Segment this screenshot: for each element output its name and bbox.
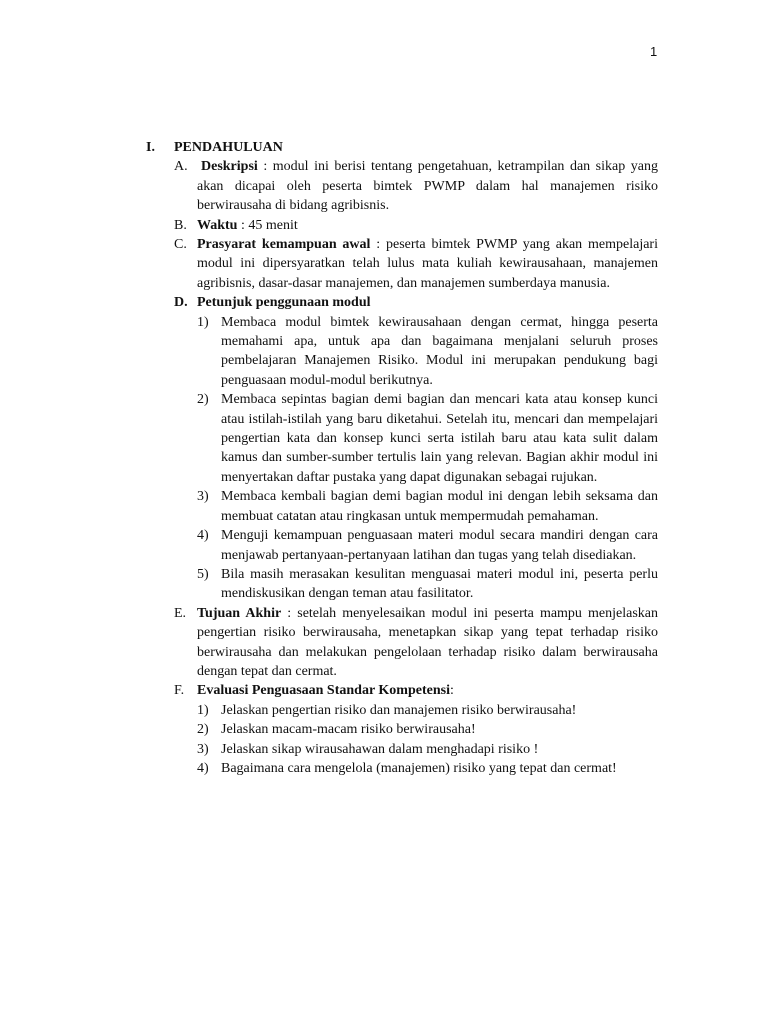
list-item-number: 2) [197, 722, 209, 738]
section-f-label: Evaluasi Penguasaan Standar Kompetensi [197, 683, 450, 699]
list-item-number: 3) [197, 489, 209, 505]
list-item-text: Membaca kembali bagian demi bagian modul ini dengan lebih seksama dan membuat catatan atau ringkasan untuk mempermudah pemahaman. [221, 489, 658, 524]
list-item-number: 3) [197, 741, 209, 757]
list-item-text: Bila masih merasakan kesulitan menguasai materi modul ini, peserta perlu mendiskusikan dengan teman atau fasilitator. [221, 566, 658, 602]
list-item [0, 759, 768, 778]
section-a-label: Deskripsi [201, 159, 258, 175]
section-c-text [197, 235, 658, 293]
list-item-number: 4) [197, 528, 209, 544]
chapter-title: PENDAHULUAN [174, 140, 283, 155]
list-item [0, 740, 768, 759]
list-item-number: 5) [197, 566, 209, 582]
section-d-label: Petunjuk penggunaan modul [197, 295, 371, 311]
list-item-text: Jelaskan macam-macam risiko berwirausaha! [221, 722, 476, 738]
list-item-text: Membaca sepintas bagian demi bagian dan mencari kata atau konsep kunci atau istilah-istilah yang baru diketahui. Setelah itu, mencari dan mempelajari pengertian kata dan konsep kunci serta istilah baru atau kata sulit dalam kamus dan sumber-sumber tertulis lain yang relevan. Bagian akhir modul ini menyertakan daftar pustaka yang dapat digunakan sebagai rujukan. [221, 392, 658, 485]
list-item [0, 565, 768, 604]
section-b [0, 216, 768, 235]
list-item [0, 487, 768, 526]
section-letter: A. [174, 159, 188, 175]
list-item [0, 390, 768, 487]
section-a-text [197, 157, 658, 215]
section-b-label: Waktu [197, 217, 238, 233]
section-b-text [197, 216, 658, 235]
section-e-text [197, 604, 658, 682]
list-item [0, 526, 768, 565]
section-c-label: Prasyarat kemampuan awal [197, 237, 371, 253]
list-item-number: 1) [197, 702, 209, 718]
chapter-number: I. [146, 140, 155, 155]
section-c-body: : peserta bimtek PWMP yang akan mempelajari modul ini dipersyaratkan telah lulus mata kuliah kewirausahaan, manajemen agribisnis, dasar-dasar manajemen, dan manajemen sumberdaya manusia. [197, 237, 658, 291]
list-item-text: Jelaskan pengertian risiko dan manajemen risiko berwirausaha! [221, 702, 577, 718]
section-f [0, 681, 768, 700]
section-f-suffix: : [449, 683, 454, 699]
list-item [0, 313, 768, 391]
chapter-heading [0, 138, 768, 157]
list-item-text: Bagaimana cara mengelola (manajemen) risiko yang tepat dan cermat! [221, 760, 617, 776]
list-item-text: Membaca modul bimtek kewirausahaan dengan cermat, hingga peserta memahami apa, untuk apa dan bagaimana menjalani seluruh proses pembelajaran Manajemen Risiko. Modul ini merupakan pendukung bagi penguasaan modul-modul berikutnya. [221, 314, 658, 388]
list-item-text: Jelaskan sikap wirausahawan dalam menghadapi risiko ! [221, 741, 539, 757]
list-item [0, 720, 768, 739]
section-f-title [197, 681, 658, 700]
list-item-number: 1) [197, 314, 209, 330]
section-d-title [197, 293, 658, 312]
section-e [0, 604, 768, 682]
section-a [0, 157, 768, 215]
list-item-number: 4) [197, 760, 209, 776]
list-item [0, 701, 768, 720]
section-e-body: : setelah menyelesaikan modul ini peserta mampu menjelaskan pengertian risiko berwirausaha, menetapkan sikap yang tepat terhadap risiko berwirausaha dan melakukan pengelolaan terhadap risiko dalam berwirausaha dengan tepat dan cermat. [197, 605, 658, 679]
section-b-body: : 45 menit [237, 217, 298, 233]
page-number: 1 [650, 44, 658, 59]
section-d [0, 293, 768, 312]
section-letter: C. [174, 237, 187, 253]
list-item-number: 2) [197, 392, 209, 408]
document-body [0, 138, 768, 778]
section-e-label: Tujuan Akhir [197, 605, 282, 621]
section-a-body: : modul ini berisi tentang pengetahuan, ketrampilan dan sikap yang akan dicapai oleh peserta bimtek PWMP dalam hal manajemen risiko berwirausaha di bidang agribisnis. [197, 159, 658, 214]
list-item-text: Menguji kemampuan penguasaan materi modul secara mandiri dengan cara menjawab pertanyaan-pertanyaan latihan dan tugas yang telah disediakan. [221, 528, 658, 563]
section-letter: F. [174, 683, 185, 699]
section-letter: D. [174, 295, 188, 311]
section-letter: E. [174, 605, 187, 621]
section-letter: B. [174, 217, 187, 233]
section-c [0, 235, 768, 293]
